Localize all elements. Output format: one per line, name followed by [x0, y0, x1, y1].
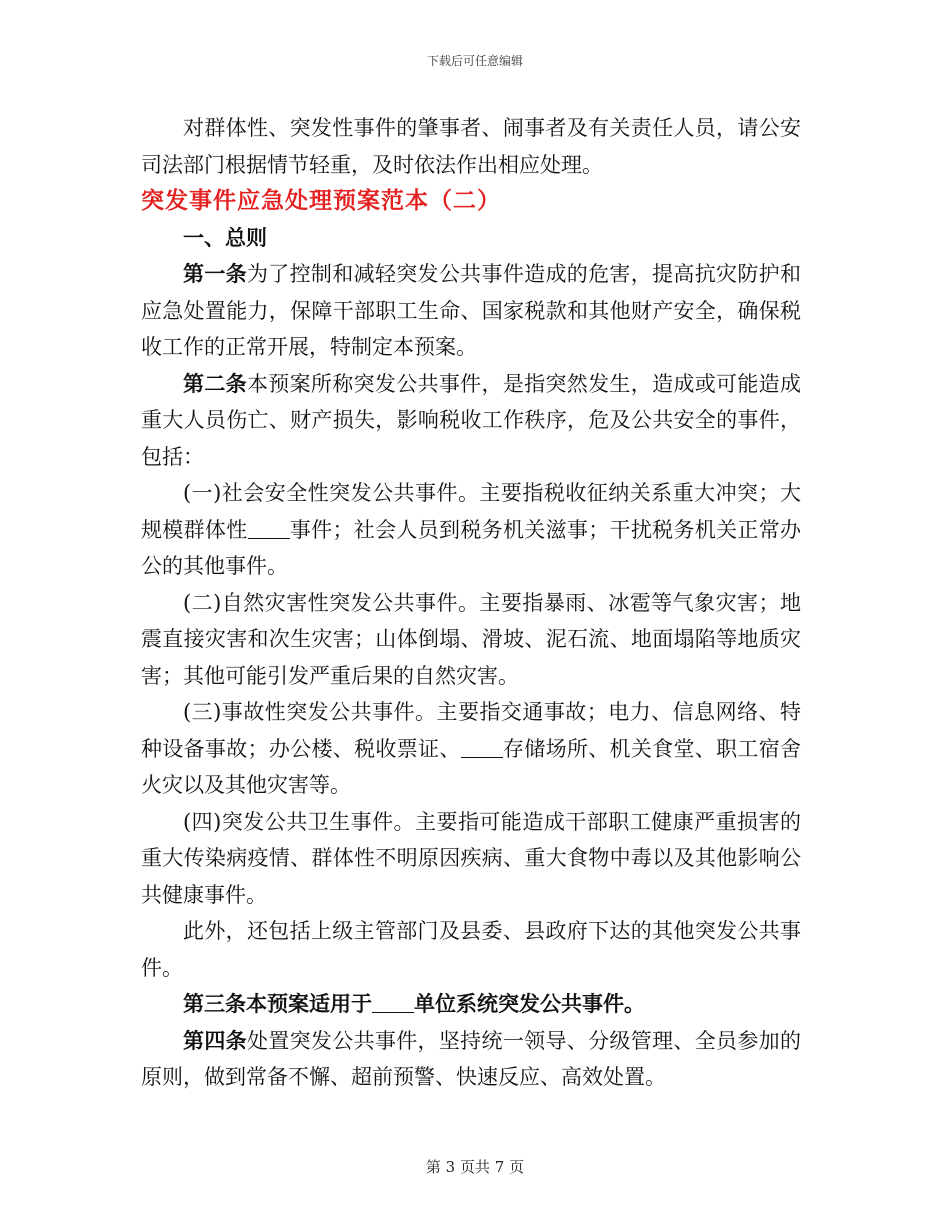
list-item-accident — [141, 694, 801, 804]
article-4 — [141, 1023, 801, 1096]
list-item-text: 存储场所、机关食堂、职工宿舍火灾以及其他灾害等。 — [141, 736, 801, 797]
blank-underline — [372, 991, 414, 1013]
article-3 — [141, 986, 801, 1023]
article-3-text: 第三条本预案适用于 — [183, 991, 372, 1016]
section-heading-general: 一、总则 — [183, 224, 267, 250]
article-2 — [141, 366, 801, 476]
article-1-text: 为了控制和减轻突发公共事件造成的危害，提高抗灾防护和应急处置能力，保障干部职工生命、国家税款和其他财产安全，确保税收工作的正常开展，特制定本预案。 — [141, 262, 802, 359]
list-item-social-safety — [141, 475, 801, 585]
list-item-public-health: (四)突发公共卫生事件。主要指可能造成干部职工健康严重损害的重大传染病疫情、群体性不明原因疾病、重大食物中毒以及其他影响公共健康事件。 — [141, 809, 801, 907]
article-4-text: 处置突发公共事件，坚持统一领导、分级管理、全员参加的原则，做到常备不懈、超前预警、快速反应、高效处置。 — [141, 1028, 802, 1089]
document-title: 突发事件应急处理预案范本（二） — [141, 187, 501, 214]
paragraph-additional: 此外，还包括上级主管部门及县委、县政府下达的其他突发公共事件。 — [141, 919, 801, 980]
document-body — [141, 110, 801, 1096]
article-1 — [141, 256, 801, 366]
list-item-text: 事件；社会人员到税务机关滋事；干扰税务机关正常办公的其他事件。 — [141, 517, 802, 578]
list-item-natural-disaster: (二)自然灾害性突发公共事件。主要指暴雨、冰雹等气象灾害；地震直接灾害和次生灾害；山体倒塌、滑坡、泥石流、地面塌陷等地质灾害；其他可能引发严重后果的自然灾害。 — [141, 590, 801, 688]
blank-underline — [248, 517, 290, 539]
article-4-label: 第四条 — [183, 1027, 247, 1053]
article-1-label: 第一条 — [183, 261, 247, 286]
page-header: 下载后可任意编辑 — [426, 54, 523, 68]
article-2-label: 第二条 — [183, 370, 247, 396]
page-footer: 第 3 页共 7 页 — [425, 1158, 525, 1176]
list-item-text: (一)社会安全性突发公共事件。主要指税收征纳关系重大冲突；大规模群体性 — [141, 481, 801, 542]
blank-underline — [461, 736, 503, 758]
list-item-text: (三)事故性突发公共事件。主要指交通事故；电力、信息网络、特种设备事故；办公楼、税收票证、 — [141, 700, 801, 761]
paragraph-handling: 对群体性、突发性事件的肇事者、闹事者及有关责任人员，请公安司法部门根据情节轻重，及时依法作出相应处理。 — [141, 116, 801, 177]
article-3-text: 单位系统突发公共事件。 — [414, 991, 645, 1016]
article-2-text: 本预案所称突发公共事件，是指突然发生，造成或可能造成重大人员伤亡、财产损失，影响税收工作秩序，危及公共安全的事件，包括： — [141, 371, 802, 469]
